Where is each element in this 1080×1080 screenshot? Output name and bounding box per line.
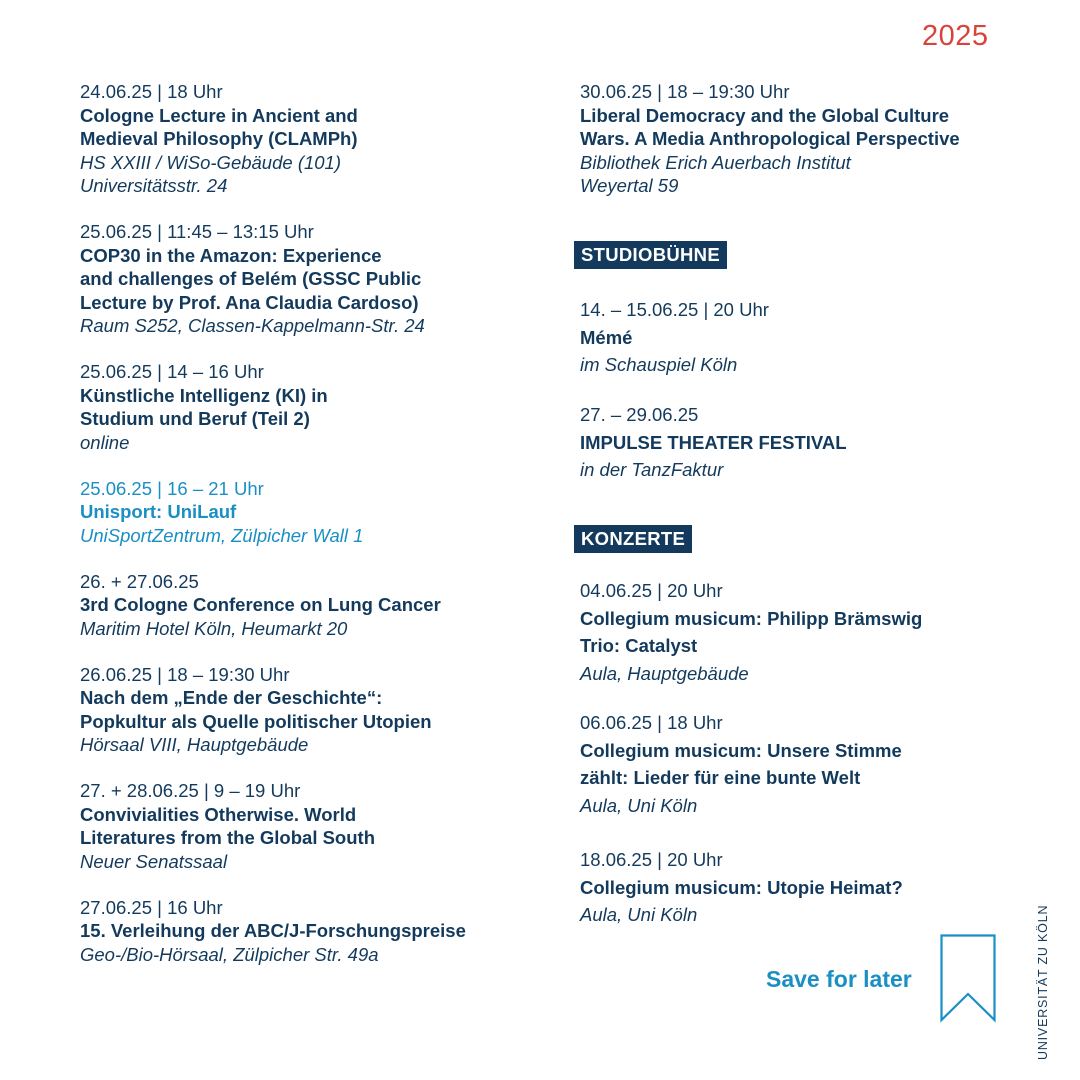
event-location: Aula, Uni Köln [580,904,698,925]
event-title: IMPULSE THEATER FESTIVAL [580,431,847,453]
event-item[interactable] [580,846,1020,929]
event-location: Hörsaal VIII, Hauptgebäude [80,734,309,755]
event-title: Cologne Lecture in Ancient and Medieval Philosophy (CLAMPh) [80,104,358,149]
event-date: 04.06.25 | 20 Uhr [580,580,723,601]
event-title: Collegium musicum: Unsere Stimme zählt: Lieder für eine bunte Welt [580,739,902,788]
event-location: im Schauspiel Köln [580,354,738,375]
event-title: Collegium musicum: Utopie Heimat? [580,876,903,898]
event-item[interactable] [580,296,1020,379]
event-item[interactable] [80,663,550,757]
event-location: online [80,431,130,453]
event-date: 25.06.25 | 11:45 – 13:15 Uhr [80,221,314,242]
event-item[interactable] [80,360,550,454]
event-title: Liberal Democracy and the Global Culture Wars. A Media Anthropological Perspective [580,104,960,149]
event-location: HS XXIII / WiSo-Gebäude (101) Universitätsstr. 24 [80,151,342,196]
event-location: Neuer Senatssaal [80,850,228,872]
event-title: 15. Verleihung der ABC/J-Forschungspreise [80,920,466,941]
event-date: 27. + 28.06.25 | 9 – 19 Uhr [80,780,301,801]
event-item[interactable] [80,80,550,198]
university-brand: UNIVERSITÄT ZU KÖLN [1036,904,1050,1060]
event-title: 3rd Cologne Conference on Lung Cancer [80,594,441,615]
event-location: Aula, Hauptgebäude [580,662,749,684]
event-date: 18.06.25 | 20 Uhr [580,849,723,870]
event-item[interactable] [580,401,1020,484]
event-item[interactable] [580,80,1020,198]
event-location: Bibliothek Erich Auerbach Institut Weyertal 59 [580,151,851,196]
event-title: COP30 in the Amazon: Experience and challenges of Belém (GSSC Public Lecture by Prof. Ana Claudia Cardoso) [80,244,422,313]
event-title: Mémé [580,326,633,348]
event-date: 27.06.25 | 16 Uhr [80,896,223,918]
event-title: Künstliche Intelligenz (KI) in Studium und Beruf (Teil 2) [80,384,328,429]
event-title: Unisport: UniLauf [80,501,237,522]
left-event-column [80,80,550,989]
event-location: Maritim Hotel Köln, Heumarkt 20 [80,617,348,639]
section-label-studiobuehne: STUDIOBÜHNE [574,241,727,269]
event-title: Nach dem „Ende der Geschichte“: Popkultur als Quelle politischer Utopien [80,687,432,732]
event-date: 06.06.25 | 18 Uhr [580,712,723,733]
event-date: 26. + 27.06.25 [80,570,199,592]
event-date: 14. – 15.06.25 | 20 Uhr [580,299,769,320]
event-date: 25.06.25 | 16 – 21 Uhr [80,477,264,499]
event-location: UniSportZentrum, Zülpicher Wall 1 [80,524,364,546]
event-date: 27. – 29.06.25 [580,404,699,425]
event-item[interactable] [80,570,550,641]
event-item[interactable] [80,220,550,338]
event-item[interactable] [580,577,1020,687]
event-item[interactable] [80,779,550,873]
event-title: Convivialities Otherwise. World Literatures from the Global South [80,803,375,848]
event-title: Collegium musicum: Philipp Brämswig Trio: Catalyst [580,607,923,656]
event-location: Aula, Uni Köln [580,794,698,816]
event-item[interactable] [80,896,550,967]
event-date: 30.06.25 | 18 – 19:30 Uhr [580,81,790,102]
event-location: Geo-/Bio-Hörsaal, Zülpicher Str. 49a [80,943,379,965]
event-item-highlighted[interactable] [80,477,550,548]
year-label: 2025 [922,20,989,52]
save-for-later-label[interactable]: Save for later [766,966,912,992]
event-location: in der TanzFaktur [580,459,724,480]
event-location: Raum S252, Classen-Kappelmann-Str. 24 [80,315,425,336]
section-label-konzerte: KONZERTE [574,525,692,553]
event-date: 24.06.25 | 18 Uhr [80,81,223,102]
event-item[interactable] [580,709,1020,819]
event-date: 26.06.25 | 18 – 19:30 Uhr [80,663,290,685]
event-date: 25.06.25 | 14 – 16 Uhr [80,361,264,382]
bookmark-icon[interactable] [940,934,996,1029]
